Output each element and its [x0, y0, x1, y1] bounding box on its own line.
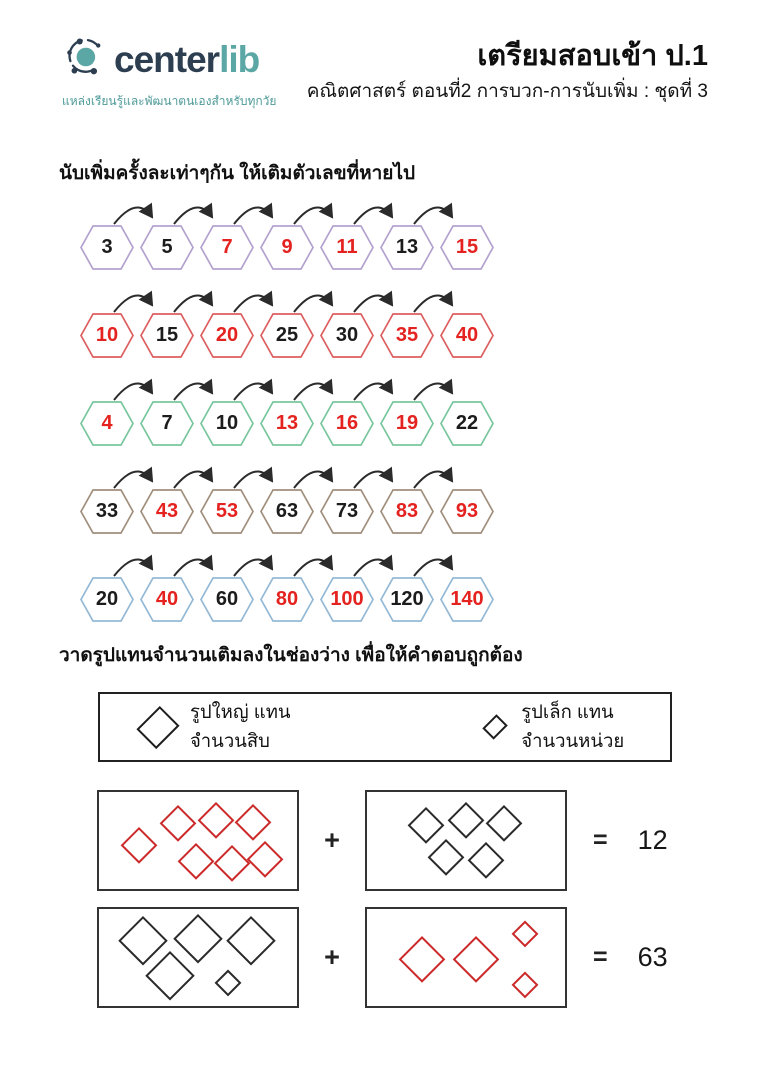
unit-diamond-icon	[214, 845, 250, 881]
hex-number: 20	[95, 588, 119, 610]
large-diamond-icon	[136, 705, 179, 748]
tens-diamond-icon	[453, 936, 499, 982]
hex-cell	[260, 401, 314, 446]
hex-number: 10	[215, 412, 239, 434]
hex-number: 15	[455, 236, 479, 258]
hex-cell	[80, 225, 134, 270]
tens-diamond-icon	[118, 916, 168, 966]
hex-number: 60	[215, 588, 239, 610]
hex-row	[80, 375, 510, 446]
legend-box	[98, 692, 672, 762]
brand-name	[114, 41, 259, 78]
hex-cell	[140, 401, 194, 446]
hex-cell	[380, 401, 434, 446]
hex-row	[80, 551, 510, 622]
count-arrows-icon	[80, 551, 500, 579]
page-subtitle: คณิตศาสตร์ ตอนที่2 การบวก-การนับเพิ่ม : ชุดที่ 3	[306, 81, 708, 103]
tens-diamond-icon	[145, 951, 195, 1001]
hex-cell	[140, 313, 194, 358]
hex-number: 120	[390, 588, 424, 610]
brand-lib: lib	[219, 39, 260, 80]
unit-diamond-icon	[486, 805, 522, 841]
legend-item-units	[339, 698, 670, 756]
hex-number: 35	[395, 324, 419, 346]
hex-number: 40	[455, 324, 479, 346]
hex-number: 13	[395, 236, 419, 258]
hex-cell	[80, 313, 134, 358]
hex-number: 20	[215, 324, 239, 346]
hex-cell	[140, 489, 194, 534]
hex-row	[80, 463, 510, 534]
hex-number: 5	[161, 236, 173, 258]
tens-diamond-icon	[399, 936, 445, 982]
hex-cell	[80, 577, 134, 622]
unit-diamond-icon	[448, 802, 484, 838]
network-dots-icon	[62, 34, 108, 85]
equation-left-box	[97, 790, 299, 891]
hex-cell	[140, 577, 194, 622]
unit-diamond-icon	[247, 841, 283, 877]
hex-number: 140	[450, 588, 484, 610]
hex-number: 25	[275, 324, 299, 346]
hex-number: 4	[101, 412, 113, 434]
count-arrows-icon	[80, 199, 500, 227]
equation-answer: 12	[637, 825, 668, 855]
hex-cell	[440, 401, 494, 446]
hex-number: 11	[336, 236, 358, 258]
unit-diamond-icon	[468, 842, 504, 878]
unit-diamond-icon	[121, 827, 157, 863]
hex-number: 10	[95, 324, 119, 346]
hex-cell	[380, 313, 434, 358]
hex-number: 43	[155, 500, 179, 522]
unit-diamond-icon	[160, 805, 196, 841]
hex-rows	[80, 199, 510, 639]
hex-cell	[380, 489, 434, 534]
hex-cell	[260, 313, 314, 358]
hex-cell	[320, 577, 374, 622]
hex-cell	[320, 489, 374, 534]
hex-number: 33	[95, 500, 119, 522]
equation-answer: 63	[637, 942, 668, 972]
hex-cell	[320, 225, 374, 270]
hex-cell	[440, 489, 494, 534]
logo-tagline: แหล่งเรียนรู้และพัฒนาตนเองสำหรับทุกวัย	[62, 94, 277, 108]
hex-number: 22	[455, 412, 479, 434]
hex-cell	[260, 225, 314, 270]
hex-cell	[440, 225, 494, 270]
tens-diamond-icon	[173, 914, 223, 964]
hex-number: 7	[161, 412, 173, 434]
hex-number: 16	[335, 412, 359, 434]
equals-operator: =	[593, 943, 608, 971]
hex-cell	[380, 225, 434, 270]
hex-cell	[260, 577, 314, 622]
unit-diamond-icon	[214, 969, 241, 996]
unit-diamond-icon	[428, 839, 464, 875]
instruction-counting: นับเพิ่มครั้งละเท่าๆกัน ให้เติมตัวเลขที่หายไป	[59, 163, 416, 184]
equation-left-box	[97, 907, 299, 1008]
count-arrows-icon	[80, 463, 500, 491]
hex-number: 100	[330, 588, 364, 610]
small-diamond-icon	[482, 714, 508, 740]
hex-number: 93	[455, 500, 479, 522]
hex-cell	[200, 401, 254, 446]
unit-diamond-icon	[198, 802, 234, 838]
hex-row	[80, 287, 510, 358]
hex-number: 83	[395, 500, 419, 522]
legend-label-units: รูปเล็ก แทนจำนวนหน่วย	[521, 701, 625, 751]
unit-diamond-icon	[235, 804, 271, 840]
equals-operator: =	[593, 826, 608, 854]
hex-number: 80	[275, 588, 299, 610]
hex-cell	[80, 401, 134, 446]
hex-number: 53	[215, 500, 239, 522]
legend-label-tens: รูปใหญ่ แทนจำนวนสิบ	[189, 701, 291, 751]
header-titles	[307, 40, 708, 106]
hex-number: 40	[155, 588, 179, 610]
logo	[62, 34, 276, 111]
plus-operator: +	[324, 825, 340, 855]
unit-diamond-icon	[512, 921, 539, 948]
hex-number: 7	[221, 236, 233, 258]
unit-diamond-icon	[512, 971, 539, 998]
page-title: เตรียมสอบเข้า ป.1	[477, 40, 708, 72]
hex-cell	[200, 577, 254, 622]
equation-right-box	[365, 790, 567, 891]
hex-number: 15	[155, 324, 179, 346]
hex-cell	[320, 313, 374, 358]
tens-diamond-icon	[226, 916, 276, 966]
equation-row	[97, 790, 668, 891]
count-arrows-icon	[80, 375, 500, 403]
hex-cell	[440, 313, 494, 358]
hex-number: 63	[275, 500, 299, 522]
hex-cell	[140, 225, 194, 270]
hex-number: 73	[335, 500, 359, 522]
instruction-drawing: วาดรูปแทนจำนวนเติมลงในช่องว่าง เพื่อให้คำตอบถูกต้อง	[59, 645, 523, 666]
hex-cell	[200, 489, 254, 534]
hex-cell	[200, 313, 254, 358]
equation-row	[97, 907, 668, 1008]
hex-cell	[380, 577, 434, 622]
plus-operator: +	[324, 942, 340, 972]
hex-row	[80, 199, 510, 270]
hex-cell	[80, 489, 134, 534]
hex-number: 30	[335, 324, 359, 346]
hex-cell	[200, 225, 254, 270]
hex-cell	[260, 489, 314, 534]
unit-diamond-icon	[408, 807, 444, 843]
hex-number: 19	[395, 412, 419, 434]
hex-number: 9	[281, 236, 293, 258]
hex-cell	[440, 577, 494, 622]
unit-diamond-icon	[178, 843, 214, 879]
equation-right-box	[365, 907, 567, 1008]
legend-item-tens	[100, 698, 339, 756]
count-arrows-icon	[80, 287, 500, 315]
hex-number: 3	[101, 236, 113, 258]
brand-center: center	[114, 39, 220, 80]
hex-number: 13	[275, 412, 299, 434]
hex-cell	[320, 401, 374, 446]
